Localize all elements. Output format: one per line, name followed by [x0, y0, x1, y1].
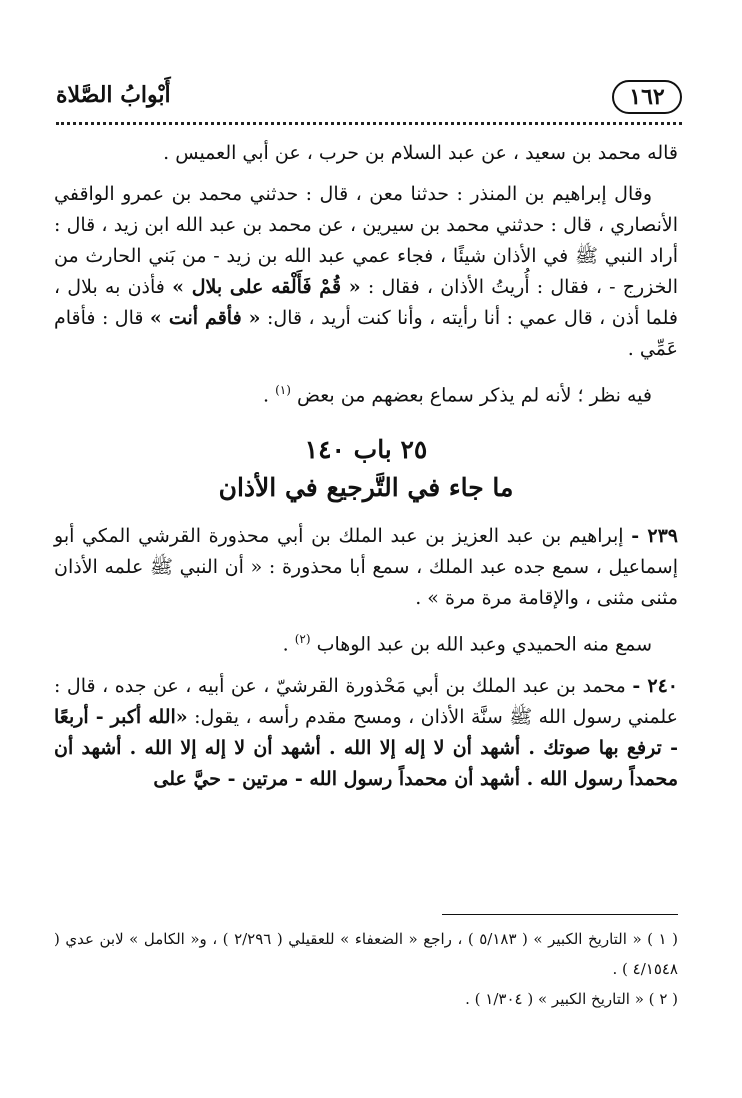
paragraph-1: قاله محمد بن سعيد ، عن عبد السلام بن حرب ، عن أبي العميس . [163, 142, 678, 164]
page-number: ١٦٢ [612, 80, 682, 114]
footnotes [54, 924, 678, 1014]
header-divider [56, 122, 682, 125]
footnote-divider [442, 914, 678, 915]
entry-239-note: سمع منه الحميدي وعبد الله بن عبد الوهاب $^{(٢)}$ . [282, 632, 652, 656]
footnote-1: ( ١ ) « التاريخ الكبير » ( ٥/١٨٣ ) ، راجع « الضعفاء » للعقيلي ( ٢/٢٩٦ ) ، و« الكامل » لابن عدي ( ٤/١٥٤٨ ) . [54, 930, 678, 978]
running-title: أَبْوابُ الصَّلاة [56, 82, 171, 108]
chapter-title: ما جاء في التَّرجيع في الأذان [218, 473, 514, 503]
hadith-quote-1: « قُمْ فَأَلْقه على بلال » [172, 276, 361, 298]
footnote-ref-1: (١) [275, 383, 291, 397]
adhan-text: «الله أكبر - أربعًا - ترفع بها صوتك . أشهد أن لا إله إلا الله . أشهد أن لا إله إلا الله . أشهد أن محمداً رسول الله . أشهد أن محمداً رسول الله - مرتين - حيَّ على [54, 705, 678, 790]
chapter-number: ٢٥ باب ١٤٠ [304, 435, 428, 465]
paragraph-3: فيه نظر ؛ لأنه لم يذكر سماع بعضهم من بعض $^{(١)}$ . [263, 383, 652, 407]
hadith-quote-2: « فأقم أنت » [149, 307, 261, 329]
entry-number: ٢٤٠ - [632, 674, 678, 697]
entry-240: ٢٤٠ - محمد بن عبد الملك بن أبي مَحْذورة القرشيّ ، عن أبيه ، عن جده ، قال : علمني رسول الله ﷺ سنَّة الأذان ، ومسح مقدم رأسه ، يقول: «الله أكبر - أربعًا - ترفع بها صوتك . أشهد أن لا إله إلا الله . أشهد أن لا إله إلا الله . أشهد أن محمداً رسول الله . أشهد أن محمداً رسول الله - مرتين - حيَّ على [54, 674, 678, 790]
chapter-heading [54, 431, 678, 507]
footnote-2: ( ٢ ) « التاريخ الكبير » ( ١/٣٠٤ ) . [465, 990, 678, 1008]
entry-number: ٢٣٩ - [631, 525, 678, 548]
footnote-ref-2: (٢) [294, 632, 311, 647]
paragraph-2: وقال إبراهيم بن المنذر : حدثنا معن ، قال : حدثني محمد بن عمرو الواقفي الأنصاري ، قال : حدثني محمد بن سيرين ، عن محمد بن عبد الله ابن زيد ، قال : أراد النبي ﷺ في الأذان شيئًا ، فجاء عمي عبد الله بن زيد - من بَني الحارث من الخزرج - ، فقال : أُريتُ الأذان ، فقال : « قُمْ فَأَلْقه على بلال » فأذن به بلال ، فلما أذن ، قال عمي : أنا رأيته ، وأنا كنت أريد ، قال: « فأقم أنت » قال : فأقام عَمِّي . [54, 183, 678, 360]
page-header [56, 76, 682, 120]
entry-239: ٢٣٩ - إبراهيم بن عبد العزيز بن عبد الملك بن أبي محذورة القرشي المكي أبو إسماعيل ، سمع جده عبد الملك ، سمع أبا محذورة : « أن النبي ﷺ علمه الأذان مثنى مثنى ، والإقامة مرة مرة » . [54, 525, 678, 610]
main-text [54, 138, 678, 805]
